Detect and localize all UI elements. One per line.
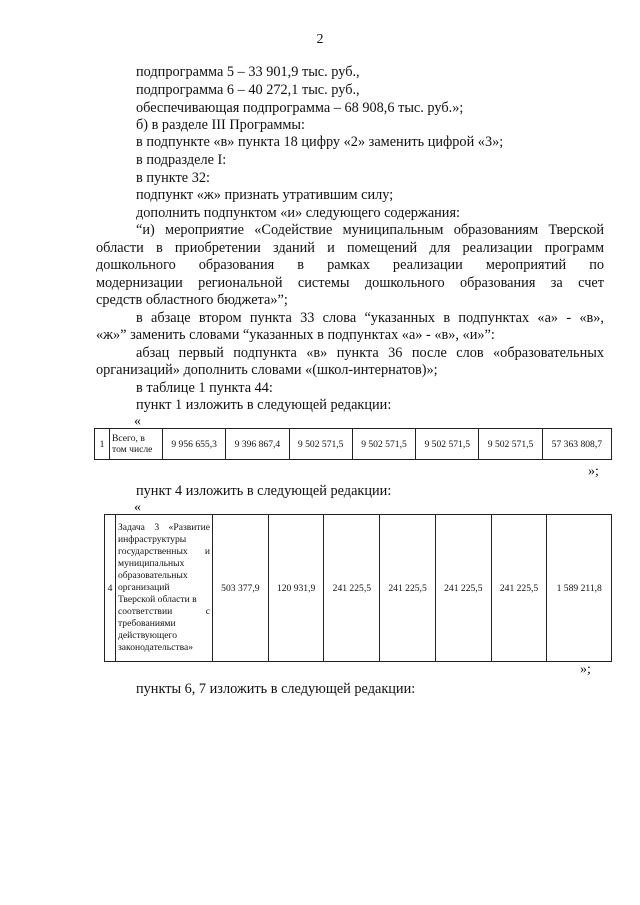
table-cell-value: 120 931,9 <box>268 515 324 662</box>
text-line: подпрограмма 5 – 33 901,9 тыс. руб., <box>136 64 360 80</box>
table-cell-value: 9 502 571,5 <box>416 429 479 460</box>
text-line: подпункт «ж» признать утратившим силу; <box>136 187 394 203</box>
desc-line: требованиями <box>118 618 176 629</box>
text-line: пункт 4 изложить в следующей редакции: <box>136 483 392 499</box>
text-line: средств областного бюджета»”; <box>96 292 288 308</box>
desc-line: Всего, в <box>112 432 145 444</box>
text-line: абзац первый подпункта «в» пункта 36 после слов «образовательных <box>136 345 604 361</box>
table-cell-value: 57 363 808,7 <box>542 429 611 460</box>
desc-line: законодательства» <box>118 642 194 653</box>
text-line: б) в разделе III Программы: <box>136 117 306 133</box>
close-quote: »; <box>588 464 599 479</box>
table-cell-number: 4 <box>105 515 116 662</box>
desc-line: муниципальных <box>118 558 185 569</box>
text-line: дошкольного образования в рамках реализации мероприятий по <box>96 257 604 273</box>
desc-line: государственных и <box>118 546 210 557</box>
desc-line: организаций <box>118 582 170 593</box>
text-line: организаций» дополнить словами «(школ-интернатов)»; <box>96 362 438 378</box>
text-line: пункт 1 изложить в следующей редакции: <box>136 397 392 413</box>
table-cell-value: 241 225,5 <box>324 515 380 662</box>
table-cell-description <box>110 429 163 460</box>
table-cell-value: 241 225,5 <box>435 515 491 662</box>
open-quote: « <box>134 414 141 429</box>
page-number: 2 <box>316 32 324 47</box>
text-line: в подпункте «в» пункта 18 цифру «2» заменить цифрой «3»; <box>136 134 504 150</box>
text-line: дополнить подпунктом «и» следующего содержания: <box>136 205 461 221</box>
text-line: в таблице 1 пункта 44: <box>136 380 273 396</box>
table-cell-value: 9 502 571,5 <box>352 429 415 460</box>
desc-line: Задача 3 «Развитие <box>118 522 210 533</box>
table-row <box>95 429 612 460</box>
text-line: модернизации региональной системы дошкольного образования за счет <box>96 275 604 291</box>
text-line: обеспечивающая подпрограмма – 68 908,6 тыс. руб.»; <box>136 100 464 116</box>
text-line: области в приобретении зданий и помещений для реализации программ <box>96 240 604 256</box>
close-quote: »; <box>580 662 591 677</box>
open-quote: « <box>134 500 141 515</box>
table-cell-value: 1 589 211,8 <box>547 515 612 662</box>
text-line: подпрограмма 6 – 40 272,1 тыс. руб., <box>136 82 360 98</box>
text-line: пункты 6, 7 изложить в следующей редакции: <box>136 681 416 697</box>
text-line: “и) мероприятие «Содействие муниципальным образованиям Тверской <box>136 222 604 238</box>
desc-line: Тверской области в <box>118 594 197 605</box>
text-line: в подразделе I: <box>136 152 227 168</box>
table-cell-description <box>116 515 213 662</box>
text-line: «ж»” заменить словами “указанных в подпунктах «а» - «в», «и»”: <box>96 327 495 343</box>
desc-line: том числе <box>112 444 153 455</box>
table-cell-value: 241 225,5 <box>380 515 436 662</box>
table-cell-value: 9 956 655,3 <box>163 429 226 460</box>
table-row <box>105 515 612 662</box>
table-item-1 <box>94 428 612 460</box>
table-cell-value: 9 502 571,5 <box>479 429 542 460</box>
table-cell-value: 503 377,9 <box>213 515 269 662</box>
desc-line: соответствии с <box>118 606 210 617</box>
table-cell-value: 9 502 571,5 <box>289 429 352 460</box>
text-line: в абзаце втором пункта 33 слова “указанных в подпунктах «а» - «в», <box>136 310 604 326</box>
table-cell-number: 1 <box>95 429 110 460</box>
desc-line: образовательных <box>118 570 188 581</box>
desc-line: инфраструктуры <box>118 534 187 545</box>
text-line: в пункте 32: <box>136 170 210 186</box>
table-item-4 <box>104 514 612 662</box>
table-cell-value: 241 225,5 <box>491 515 547 662</box>
desc-line: действующего <box>118 630 178 641</box>
table-cell-value: 9 396 867,4 <box>226 429 289 460</box>
